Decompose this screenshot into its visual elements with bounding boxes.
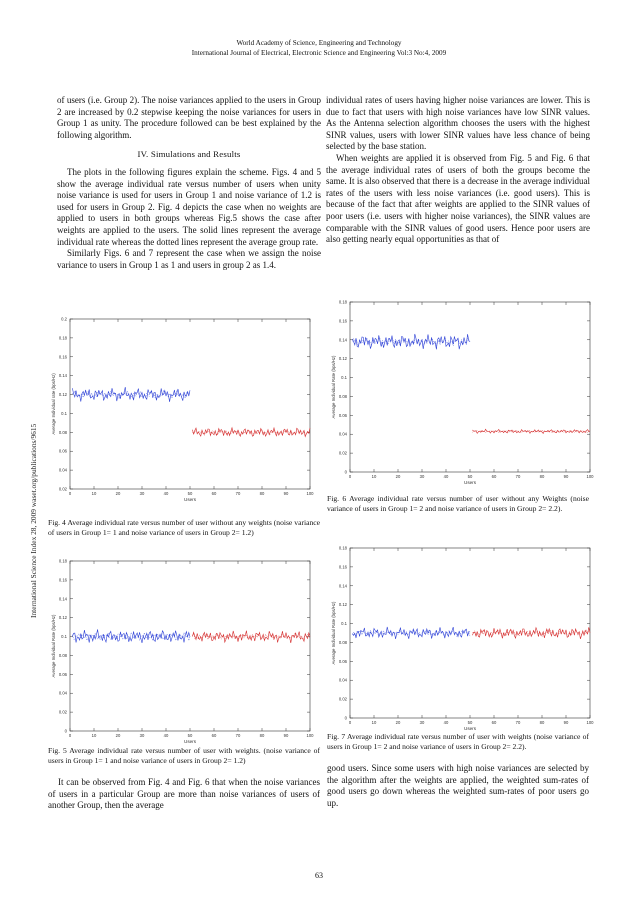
y-axis-label: Average Individual Rate (bps/Hz) — [331, 601, 336, 665]
x-tick-label: 40 — [443, 720, 449, 725]
x-tick-label: 10 — [371, 720, 377, 725]
y-tick-label: 0.16 — [338, 318, 347, 324]
x-tick-label: 30 — [139, 733, 145, 738]
y-tick-label: 0.1 — [61, 634, 67, 640]
journal-volume: International Journal of Electrical, Electronic Science and Engineering Vol:3 No:4, 2009 — [191, 49, 447, 57]
y-tick-label: 0.04 — [338, 431, 347, 437]
x-tick-label: 40 — [443, 474, 449, 479]
x-tick-label: 60 — [211, 733, 217, 738]
x-tick-label: 70 — [235, 491, 241, 496]
paragraph: good users. Since some users with high noise variances are selected by the algorithm after the weights are applied, the weighted sum-rates of good users go down whereas the weighted sum-rates of poor users go up. — [327, 763, 589, 808]
figure-6-chart — [328, 296, 598, 486]
y-axis-label: Average Individual rate (bps/Hz) — [51, 373, 56, 435]
y-tick-label: 0 — [64, 728, 67, 734]
x-tick-label: 20 — [395, 720, 401, 725]
x-axis-label: Users — [184, 497, 196, 502]
x-tick-label: 50 — [467, 474, 473, 479]
paragraph: The plots in the following figures explain the scheme. Figs. 4 and 5 show the average individual rate versus number of users when unity noise variance is used for users in Group 1 and noise variance of 1.2 is used for users in Group 2. Fig. 4 depicts the case when no weights are applied to users in both groups whereas Fig.5 shows the case after weights are applied to the users. The solid lines represent the average individual rate whereas the dotted lines represent the average group rate. — [57, 166, 321, 247]
left-column-bottom — [48, 777, 320, 812]
figure-4-chart — [48, 313, 318, 503]
y-tick-label: 0.12 — [58, 615, 67, 621]
x-tick-label: 40 — [163, 491, 169, 496]
y-tick-label: 0 — [344, 715, 347, 721]
y-tick-label: 0 — [344, 469, 347, 475]
x-tick-label: 10 — [371, 474, 377, 479]
x-tick-label: 70 — [515, 720, 521, 725]
x-tick-label: 100 — [586, 474, 594, 479]
paragraph: of users (i.e. Group 2). The noise variances applied to the users in Group 2 are increased by 0.2 stepwise keeping the noise variances for users in Group 1 as unity. The procedure followed can be best explained by the following algorithm. — [57, 95, 321, 140]
y-tick-label: 0.1 — [61, 410, 67, 416]
plot-area — [350, 302, 590, 472]
paragraph: Similarly Figs. 6 and 7 represent the case when we assign the noise variance to users in Group 1 as 1 and users in group 2 as 1.4. — [57, 248, 321, 270]
section-title: IV. Simulations and Results — [137, 149, 241, 160]
x-tick-label: 40 — [163, 733, 169, 738]
y-tick-label: 0.18 — [338, 299, 347, 305]
x-tick-label: 70 — [515, 474, 521, 479]
x-tick-label: 100 — [306, 491, 314, 496]
x-tick-label: 60 — [211, 491, 217, 496]
y-tick-label: 0.06 — [338, 658, 347, 664]
right-column — [326, 95, 590, 246]
x-tick-label: 60 — [491, 720, 497, 725]
x-tick-label: 90 — [283, 733, 289, 738]
y-tick-label: 0.14 — [58, 373, 67, 379]
y-tick-label: 0.06 — [58, 448, 67, 454]
y-tick-label: 0.12 — [338, 602, 347, 608]
journal-name: World Academy of Science, Engineering and Technology — [236, 39, 402, 47]
x-tick-label: 10 — [91, 733, 97, 738]
y-axis-label: Average Individual Rate (bps/Hz) — [331, 355, 336, 419]
y-tick-label: 0.02 — [58, 709, 67, 715]
y-tick-label: 0.12 — [58, 392, 67, 398]
y-tick-label: 0.14 — [338, 583, 347, 589]
figure-7-caption: Fig. 7 Average individual rate versus number of user with weights (noise variance of users in Group 1= 2 and noise variance of users in Group 2= 2.2). — [327, 732, 589, 752]
x-tick-label: 30 — [419, 720, 425, 725]
x-tick-label: 20 — [115, 491, 121, 496]
figure-4-caption: Fig. 4 Average individual rate versus number of user without any weights (noise variance of users in Group 1= 1 and noise variance of users in Group 2= 1.2) — [48, 518, 320, 538]
y-tick-label: 0.08 — [58, 429, 67, 435]
x-tick-label: 0 — [348, 474, 352, 479]
x-tick-label: 60 — [491, 474, 497, 479]
y-tick-label: 0.04 — [58, 467, 67, 473]
y-axis-label: Average Individual Rate (bps/Hz) — [51, 614, 56, 678]
y-tick-label: 0.2 — [61, 316, 67, 322]
plot-area — [70, 561, 310, 731]
x-tick-label: 50 — [187, 733, 193, 738]
figure-5-caption: Fig. 5 Average individual rate versus number of user with weights. (noise variance of users in Group 1= 1 and noise variance of users in Group 2= 1.2) — [48, 746, 320, 766]
x-axis-label: Users — [464, 726, 476, 731]
x-tick-label: 0 — [68, 733, 72, 738]
x-tick-label: 10 — [91, 491, 97, 496]
x-tick-label: 80 — [259, 491, 265, 496]
y-tick-label: 0.06 — [58, 671, 67, 677]
x-tick-label: 20 — [115, 733, 121, 738]
y-tick-label: 0.1 — [341, 621, 347, 627]
x-tick-label: 0 — [348, 720, 352, 725]
x-tick-label: 90 — [283, 491, 289, 496]
paragraph: individual rates of users having higher noise variances are lower. This is due to fact that users with high noise variances have low SINR values. As the Antenna selection algorithm chooses the users with the highest SINR values, users with lower SINR values have less chance of being selected by the base station. — [326, 95, 590, 152]
y-tick-label: 0.08 — [338, 393, 347, 399]
y-tick-label: 0.08 — [58, 652, 67, 658]
y-tick-label: 0.12 — [338, 356, 347, 362]
y-tick-label: 0.16 — [338, 564, 347, 570]
x-tick-label: 90 — [563, 720, 569, 725]
plot-area — [70, 319, 310, 489]
x-axis-label: Users — [184, 739, 196, 744]
y-tick-label: 0.06 — [338, 412, 347, 418]
y-tick-label: 0.04 — [338, 677, 347, 683]
x-tick-label: 80 — [539, 720, 545, 725]
y-tick-label: 0.08 — [338, 639, 347, 645]
x-tick-label: 20 — [395, 474, 401, 479]
side-citation: International Science Index 28, 2009 waset.org/publications/9615 — [29, 423, 38, 618]
x-tick-label: 0 — [68, 491, 72, 496]
x-tick-label: 100 — [306, 733, 314, 738]
y-tick-label: 0.18 — [338, 545, 347, 551]
left-column — [57, 95, 321, 271]
y-tick-label: 0.18 — [58, 335, 67, 341]
figure-7-chart — [328, 542, 598, 732]
x-axis-label: Users — [464, 480, 476, 485]
y-tick-label: 0.02 — [338, 450, 347, 456]
figure-6-caption: Fig. 6 Average individual rate versus number of user without any Weights (noise variance of users in Group 1= 2 and noise variance of users in Group 2= 2.2). — [327, 494, 589, 514]
y-tick-label: 0.02 — [58, 486, 67, 492]
x-tick-label: 100 — [586, 720, 594, 725]
y-tick-label: 0.02 — [338, 696, 347, 702]
figure-5-chart — [48, 555, 318, 745]
y-tick-label: 0.14 — [338, 337, 347, 343]
x-tick-label: 90 — [563, 474, 569, 479]
y-tick-label: 0.1 — [341, 375, 347, 381]
x-tick-label: 50 — [187, 491, 193, 496]
y-tick-label: 0.14 — [58, 596, 67, 602]
x-tick-label: 70 — [235, 733, 241, 738]
x-tick-label: 80 — [539, 474, 545, 479]
right-column-bottom — [327, 763, 589, 809]
x-tick-label: 30 — [419, 474, 425, 479]
y-tick-label: 0.04 — [58, 690, 67, 696]
x-tick-label: 50 — [467, 720, 473, 725]
y-tick-label: 0.16 — [58, 354, 67, 360]
page-number: 63 — [315, 871, 323, 880]
x-tick-label: 30 — [139, 491, 145, 496]
y-tick-label: 0.16 — [58, 577, 67, 583]
paragraph: When weights are applied it is observed from Fig. 5 and Fig. 6 that the average individual rates of users of both the groups become the same. It is also observed that there is a decrease in the average individual rates of the users with less noise variances (i.e. good users). This is because of the fact that after weights are applied to the SINR values of poor users (i.e. users with higher noise variances), the SINR values are comparable with the SINR values of good users. Hence poor users are also getting nearly equal opportunities as that of — [326, 152, 590, 245]
paragraph: It can be observed from Fig. 4 and Fig. 6 that when the noise variances of users in a particular Group are more than noise variances of users of another Group, then the average — [48, 777, 320, 811]
y-tick-label: 0.18 — [58, 558, 67, 564]
x-tick-label: 80 — [259, 733, 265, 738]
